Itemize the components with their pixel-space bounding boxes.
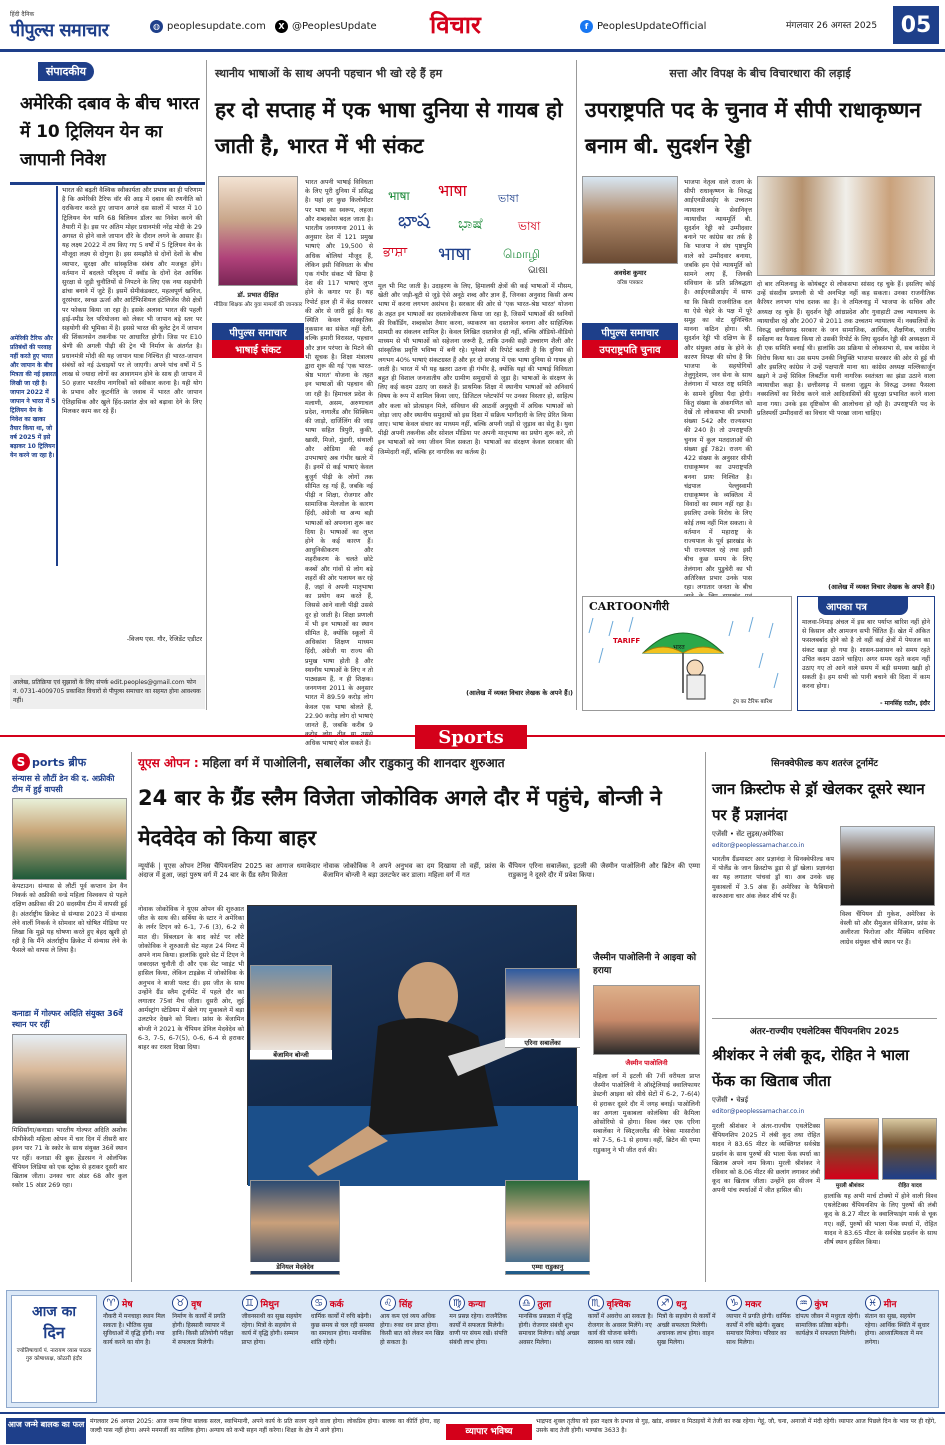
born-text: मंगलवार 26 अगस्त 2025: आज जन्म लिया बालक सरल, स्वाभिमानी, अपने कार्य के प्रति सजग रहने वाला होगा। लोकप्रिय होगा। बालक का कीर्ति होगा, वह जल्दी पास नहीं होगा। अपने मनमर्जी का मालिक होगा। अन्याय को कभी सहन नहीं करेगा। शिक्षा के क्षेत्र में आगे होगा। <box>90 1418 440 1434</box>
usopen-col3: चैंपियन एरिना सबालेंका, इटली की जैस्मीन पाओलिनी और ब्रिटेन की एम्मा राडुकानु ने दूसरे दौर में प्रवेश किया। <box>508 862 700 880</box>
rashi-2 <box>172 1295 237 1405</box>
rashi-title <box>519 1295 584 1311</box>
vp-author-name: अवधेश कुमार <box>613 269 647 277</box>
athletics-kicker: अंतर-राज्यीय एथलेटिक्स चैंपियनशिप 2025 <box>749 1027 900 1037</box>
shreeshankar-photo <box>824 1118 879 1180</box>
rashi-text: धार्मिक कार्यों में रुचि बढ़ेगी। कुछ समय से चल रही समस्या का समाधान होगा। मानसिक शांति रहेगी। <box>310 1313 375 1346</box>
rashi-text: जीवनसाथी का सुख सहयोग रहेगा। मित्रों के सहयोग से कार्य में वृद्धि होगी। सम्मान प्राप्त होगा। <box>241 1313 302 1346</box>
zodiac-icon: ♉ <box>172 1295 188 1311</box>
wordcloud-word: ভাষা <box>518 219 541 233</box>
usopen-kicker <box>138 754 698 771</box>
rashi-title <box>242 1295 307 1311</box>
usopen-headline: 24 बार के ग्रैंड स्लैम विजेता जोकोविक अगले दौर में पहुंचे, बोन्जी ने मेदवेदेव को किया बाहर <box>138 786 662 850</box>
wordcloud-word: భాష <box>398 210 430 231</box>
column-rule <box>56 186 58 566</box>
rashi-10 <box>726 1295 791 1405</box>
zodiac-icon: ♓ <box>865 1295 881 1311</box>
vp-kicker: सत्ता और विपक्ष के बीच विचारधारा की लड़ाई <box>669 67 851 80</box>
rashi-3 <box>242 1295 307 1405</box>
horoscope-title-top: आज का <box>32 1304 76 1320</box>
cartoon-label-umbrella: भारत <box>673 644 685 651</box>
rashi-name: मीन <box>883 1299 897 1310</box>
rashi-title <box>449 1295 514 1311</box>
column-divider <box>131 752 132 1282</box>
vp-body-a: भाजपा नेतृत्व वाले राजग के सीपी राधाकृष्णन के विरुद्ध आईएनडीआईए के उच्चतम न्यायालय के सेवानिवृत्त न्यायाधीश न्यायमूर्ति बी. सुदर्शन रेड्डी को उम्मीदवार बनाने पर कांग्रेस का तर्क है कि भाजपा ने संघ पृष्ठभूमि वाले को उम्मीदवार बनाया, जबकि हम ऐसे न्यायमूर्ति को सामने लाए हैं, जिनकी संविधान के प्रति प्रतिबद्धता है। आईएनडीआईए में साफ था कि किसी राजनीतिक दल या ऐसे चेहरे के पक्ष में पूरे समूह का वोट सुनिश्चित मानना कठिन होगा। श्री. सुदर्शन रेड्डी भी दक्षिण के हैं और संयुक्त आंध्र के होने के कारण विपक्ष की सोच है कि भाजपा के सहयोगियों तेलुगुदेशम, जन सेना के साथ तेलंगाना में भारत राष्ट्र समिति के सामने दुविधा पैदा होगी। किंतु संख्या के अंकगणित को देखें तो लोकसभा की प्रभावी संख्या 542 और राज्यसभा की 240 है। तो उपराष्ट्रपति चुनाव में कुल मतदाताओं की संख्या हुई 782। राजग की 422 संख्या के अनुसार सीपी राधाकृष्णन का उपराष्ट्रपति बनना प्रायः निश्चित है। चंद्रपाल पेल्लुस्वामी राधाकृष्णन के व्यक्तित्व में विवादों का स्थान नहीं रहा है। इसलिए उनके विरोध के लिए कोई तथ्य नहीं मिल सकता। वे वर्तमान में महाराष्ट्र के राज्यपाल के पूर्व झारखंड के भी राज्यपाल रहे तथा इसी बीच कुछ समय के लिए तेलंगाना और पुडुचेरी का भी अतिरिक्त प्रभार उनके पास रहा। लगातार जनता के बीच <box>684 179 752 591</box>
x-icon: X <box>275 20 288 33</box>
shreeshankar-label: मुरली श्रीशंकर <box>835 1183 865 1189</box>
divider <box>712 1018 937 1019</box>
zodiac-icon: ♋ <box>311 1295 327 1311</box>
lang-headline: हर दो सप्ताह में एक भाषा दुनिया से गायब हो जाती है, भारत में भी संकट <box>215 98 563 158</box>
footer <box>0 1412 945 1445</box>
bonzi-label: बेंजामिन बोन्जी <box>250 1050 332 1059</box>
editorial-tag: संपादकीय <box>38 62 94 81</box>
cartoon-caption: ट्रंप का टैरिफ बारिश <box>733 699 773 705</box>
zodiac-icon: ♒ <box>796 1295 812 1311</box>
logo-text: पीपुल्स समाचार <box>10 20 109 41</box>
vp-body-a-cont <box>582 362 752 592</box>
rashi-12 <box>865 1295 930 1405</box>
paolini-photo <box>593 985 700 1055</box>
brief2-headline: कनाडा में गोल्फर अदिति संयुक्त 36वें स्थान पर रहीं <box>12 1009 123 1029</box>
rashi-text: मित्रों के सहयोग से कार्यों में अच्छी सफलता मिलेगी। अचानक लाभ होगा। वाहन सुख मिलेगा। <box>657 1313 716 1346</box>
author-photo-awadhesh <box>582 176 678 264</box>
cartoon-box <box>582 596 792 711</box>
vp-headline: उपराष्ट्रपति पद के चुनाव में सीपी राधाकृष्णन बनाम बी. सुदर्शन रेड्डी <box>585 98 921 158</box>
horoscope-title-bottom: दिन <box>43 1323 65 1342</box>
rashi-title <box>726 1295 791 1311</box>
vp-brand: पीपुल्स समाचार <box>582 323 678 341</box>
lang-body-b: मूल भी मिट जाती है। उदाहरण के लिए, हिमालयी क्षेत्रों की कई भाषाओं में मौसम, खेती और जड़ी-बूटी से जुड़े ऐसे अनूठे शब्द और ज्ञान हैं, जिनका अनुवाद किसी अन्य भाषा में करना लगभग असंभव है। सरकार की ओर से 'एक भारत-श्रेष्ठ भारत' योजना के तहत इन भाषाओं का दस्तावेजीकरण किया जा रहा है, जिसमें भाषाओं की ध्वनियों की रिकॉर्डिंग, शब्दकोश तैयार करना, व्याकरण का दस्तावेज बनाना और साहित्यिक सामग्री का संकलन शामिल है। केवल लिखित दस्तावेज ही नहीं, बल्कि ऑडियो-वीडियो माध्यम से भी भाषाओं को सहेजना जरूरी है, ताकि उनकी सही उच्चारण शैली और सांस्कृतिक प्रवृत्ति भविष्य में बनी रहे। यूनेस्को की रिपोर्ट बताती है कि दुनिया की लगभग 40% भाषाएं संकटग्रस्त हैं और हर दो सप्ताह में एक भाषा दुनिया से गायब हो जाती है। भारत में भी यह खतरा उतना ही गंभीर है, क्योंकि यहां की भाषाई विविधता बहुत ही विशाल जनजातीय और ग्रामीण समुदायों से जुड़ा है। भाषाओं के संरक्षण के लिए कई कदम उठाए जा सकते हैं। प्राथमिक शिक्षा में स्थानीय भाषाओं को अनिवार्य विषय के रूप में शामिल किया जाए, डिजिटल प्लेटफॉर्म पर उनका विस्तार हो, साहित्य और कला को प्रोत्साहन मिले, संविधान की आठवीं अनुसूची में अधिक भाषाओं को जोड़ा जाए और स्थानीय समुदायों को इस दिशा में सक्रिय भागीदारी के लिए प्रेरित किया जाए। भाषा केवल संचार का माध्यम नहीं, बल्कि अपनी जड़ों से जुड़ाव का सेतु है। युवा पीढ़ी अपनी तकनीक और सोशल मीडिया पर अपनी मातृभाषा का प्रयोग शुरू करे, तो इन भाषाओं को नया जीवन मिल सकता है। भाषाओं का संरक्षण केवल सरकार की जिम्मेदारी नहीं, बल्कि हर नागरिक का कर्तव्य है। <box>378 283 573 456</box>
zodiac-icon: ♏ <box>588 1295 604 1311</box>
zodiac-icon: ♈ <box>103 1295 119 1311</box>
wordcloud-word: भाषा <box>438 244 471 265</box>
trade-label: व्यापार भविष्य <box>446 1424 532 1440</box>
rashi-name: सिंह <box>399 1299 413 1310</box>
column-divider <box>206 60 207 710</box>
raducanu-label: एम्मा राडुकानु <box>505 1262 590 1271</box>
rashi-name: मिथुन <box>260 1299 279 1310</box>
rashi-name: मेष <box>122 1299 133 1310</box>
zodiac-icon: ♊ <box>242 1295 258 1311</box>
rashi-name: वृश्चिक <box>606 1299 631 1310</box>
sports-brief-tag: ports ब्रीफ <box>32 755 87 769</box>
letters-signature: - मानसिंह राठौर, इंदौर <box>880 700 930 707</box>
athletics-byline: एजेंसी • चेन्नई <box>712 1096 749 1104</box>
vp-author-role: वरिष्ठ पत्रकार <box>617 280 643 286</box>
usopen-intro: न्यूयॉर्क | यूएस ओपन टेनिस चैंपियनशिप 2025 का आगाज धमाकेदार अंदाज में हुआ, जहां पुरुष वर्ग में 24 बार के ग्रैंड स्लैम विजेता <box>138 862 320 880</box>
editorial-body: भारत की बढ़ती वैश्विक स्वीकार्यता और प्रभाव का ही परिणाम है कि अमेरिकी टैरिफ वॉर की आड़ में दबाव की रणनीति को दरकिनार करते हुए जापान अगले दस सालों में भारत में 10 ट्रिलियन येन यानि 68 बिलियन डॉलर का निवेश करने की तैयारी में है। इस पर अंतिम मोहर प्रधानमंत्री नरेंद्र मोदी के 29 अगस्त से होने वाले जापान दौरे के दौरान लगने के आसार हैं। यह लक्ष्य 2022 में तय किए गए 5 वर्षों में 5 ट्रिलियन येन के मौजूदा लक्ष्य से दोगुना है। इस समझौते से दोनों देशों के बीच व्यापार, सुरक्षा और सांस्कृतिक संबंध और मजबूत होंगे। वर्तमान में बदलते परिदृश्य में क्वॉड के दोनों देश आर्थिक सुरक्षा से जुड़ी चुनौतियों से निपटने के लिए एक नया सहयोगी ढांचा बनाने में जुटे हैं। इसमें सेमीकंडक्टर, महत्वपूर्ण खनिज, दूरसंचार, स्वच्छ ऊर्जा और आर्टिफिशियल इंटेलिजेंस जैसे क्षेत्रों पर फोकस किया जा रहा है। इसके अलावा भारत की पहली हाई-स्पीड रेल परियोजना को लेकर भी जापान बड़े स्तर पर सहयोगी की भूमिका में है। इससे भारत की बुलेट ट्रेन में जापान की शिंकानसेन तकनीक पर आधारित होगी। जिस पर E10 श्रेणी की अगली पीढ़ी की ट्रेन भी निर्माण के अंतर्गत है। प्रधानमंत्री मोदी की यह जापान यात्रा निश्चित ही भारत-जापान संबंधों को नई ऊंचाइयों पर ले जाएगी। अपने पांच वर्षों में 5 लाख से ज्यादा लोगों का आवागमन होने के साथ ही जापान में 50 हजार भारतीय नागरिकों को स्वीकार करना है। यही योग के प्रभाव और कूटनीति के जवाब में भारत और जापान ऐतिहासिक और खुले हिंद-प्रशांत क्षेत्र को बढ़ावा देने के लिए मिलकर काम कर रहे हैं। <box>62 187 202 415</box>
editorial-signature: -विजय एस. गौर, रेजिडेंट एडीटर <box>126 635 202 643</box>
rashi-5 <box>380 1295 445 1405</box>
masthead <box>0 0 945 52</box>
zodiac-icon: ♎ <box>519 1295 535 1311</box>
twitter-link[interactable] <box>275 20 377 33</box>
wordcloud-word: ଭାଷା <box>528 265 548 276</box>
lang-brand: पीपुल्स समाचार <box>212 323 304 341</box>
vp-body-b: दो बार तमिलनाडु के कोयंबटूर से लोकसभा सांसद रह चुके हैं। इसलिए कोई उन्हें संसदीय प्रणाली से भी अनभिज्ञ नहीं कह सकता। उनका राजनीतिक कैरियर लगभग पांच दशक का है। वे तमिलनाडु में भाजपा के सचिव और अध्यक्ष रह चुके हैं। सुदर्शन रेड्डी आंध्रप्रदेश और गुवाहाटी उच्च न्यायालय के न्यायाधीश रहे और 2007 से 2011 तक उच्चतम न्यायालय में। नक्सलियों के विरुद्ध छत्तीसगढ़ सरकार के जन सामाजिक, आर्थिक, शैक्षणिक, जातीय सर्वेक्षण का फैसला किया तो उसकी रिपोर्ट के लिए सुदर्शन रेड्डी की अध्यक्षता में ही एक समिति बनाई थी। हालांकि उस प्रक्रिया से लोकसभा से, सब कांग्रेस ने विरोध किया था। उस समय उनकी नियुक्ति भाजपा सरकार की ओर से हुई थी और इसलिए कांग्रेस ने उन्हें पक्षपाती माना था। कांग्रेस अध्यक्ष मल्लिकार्जुन खड़गे ने उन्हें सिविल लिबर्टीज यानी नागरिक स्वतंत्रता का झंडा उठाने वाला न्यायाधीश कहा है। छत्तीसगढ़ में सलवा जुडूम के विरुद्ध उनका फैसला नक्सलियों का विरोध करने वाले आदिवासियों की सुरक्षा प्रभावित करने वाला माना गया। उनके इस दृष्टिकोण की आलोचना हो रही है। उपराष्ट्रपति पद के प्रतिस्पर्धी उम्मीदवारों का विचार भी परखा जाना चाहिए। <box>757 281 935 417</box>
cartoon-illustration <box>583 613 791 710</box>
rashi-title <box>865 1295 930 1311</box>
rashi-name: धनु <box>676 1299 687 1310</box>
sports-banner: Sports <box>415 725 527 749</box>
cartoon-title: CARTOONगीरी <box>589 600 670 613</box>
sabalenka-photo <box>505 968 580 1048</box>
editorial-pullquote: अमेरिकी टैरिफ और प्रतिबंधों की परवाह नहीं करते हुए भारत और जापान के बीच मित्रता की नई इबारत लिखी जा रही है। जापान 2022 में जापान ने भारत में 5 ट्रिलियन येन के निवेश का खाका तैयार किया था, जो वर्ष 2025 में इसे बढ़ाकर 10 ट्रिलियन येन करने जा रहा है। <box>10 335 56 459</box>
raducanu-photo <box>505 1180 590 1275</box>
globe-icon: ◍ <box>150 20 163 33</box>
rashi-text: मानसिक प्रसन्नता में वृद्धि होगी। रोजगार संबंधी शुभ समाचार मिलेगा। कोई अच्छा अवसर मिलेगा। <box>518 1313 580 1346</box>
logo[interactable] <box>10 10 108 42</box>
zodiac-icon: ♐ <box>657 1295 673 1311</box>
athletics-body2: हालांकि यह अभी मार्च टोक्यो में होने वाली विश्व एथलेटिक्स चैंपियनशिप के लिए पुरुषों की लंबी कूद के 8.27 मीटर के क्वालिफाइंग मार्क से चूक गए। वहीं, पुरुषों की भाला फेंक स्पर्धा में, रोहित यादव ने 83.65 मीटर के सर्वश्रेष्ठ प्रदर्शन के साथ शीर्ष स्थान हासिल किया। <box>824 1193 937 1247</box>
wordcloud-word: ಭಾಷೆ <box>458 216 483 232</box>
letters-body: मालवा-निमाड़ अंचल में इस बार पर्याप्त बारिश नहीं होने से किसान और आमजन सभी चिंतित हैं। खेत में अंकित फसलबर्बाद होने को है तो वहीं कई क्षेत्रों में पेयजल का संकट खड़ा हो गया है। शासन-प्रशासन को समय रहते उचित कदम उठाने चाहिए। अगर समय रहते कदम नहीं उठाए गए तो आने वाले समय में बड़ी समस्या खड़ी हो सकती है। हम सभी को पानी बचाने की दिशा में काम करना होगा। <box>802 619 930 691</box>
column-divider <box>705 752 706 1282</box>
usopen-kicker-text: महिला वर्ग में पाओलिनी, सबालेंका और राडुकानु की शानदार शुरुआत <box>202 756 505 770</box>
paolini-body: महिला वर्ग में इटली की 7वीं वरीयता प्राप्त जैस्मीन पाओलिनी ने ऑस्ट्रेलियाई क्वालिफायर डेस्टनी आइवा को सीधे सेटों में 6-2, 7-6(4) से हराकर दूसरे दौर में जगह बनाई। पाओलिनी का अगला मुकाबला कोलंबिया की कैमिला ओसोरियो से होगा। विश्व नंबर एक एरिना सबालेंका ने स्विट्जरलैंड की रेबेका मासारोवा को 7-5, 6-1 से हराया। वहीं, ब्रिटेन की एम्मा राडुकानु ने भी जीत दर्ज की। <box>593 1073 700 1154</box>
letters-box <box>797 596 935 711</box>
sports-s-icon: S <box>12 753 30 771</box>
rashi-title <box>380 1295 445 1311</box>
usopen-kicker-label: यूएस ओपन : <box>138 756 199 770</box>
wordcloud-word: ਭਾਸ਼ਾ <box>383 245 408 260</box>
rashi-text: निर्माण के कार्यों में प्रगति होगी। हिस्सारी व्यापार में हानि। किसी प्रतियोगी परीक्षा में सफलता मिलेगी। <box>172 1313 234 1346</box>
rashi-text: संतान का सुख, सहयोग रहेगा। आर्थिक स्थिति में सुधार होगा। आध्यात्मिकता में मन लगेगा। <box>864 1313 930 1346</box>
brief2-body: मिसिसॉगा/कनाडा। भारतीय गोल्फर अदिति अशोक सीपीकेसी महिला ओपन में चार दिन में तीसरी बार इवन पार 71 के स्कोर के साथ संयुक्त 36वें स्थान पर रहीं। कनाडा की ब्रुक हेंडरसन ने ओलंपिक चैंपियन लिडिया को एक स्ट्रोक से हराकर दूसरी बार खिताब जीता। उनका चार अंडर 68 और कुल स्कोर 15 अंडर 269 रहा। <box>12 1127 127 1190</box>
zodiac-icon: ♑ <box>726 1295 742 1311</box>
usopen-col2: नोवाक जोकोविक ने अपने अनुभव का दम दिखाया तो वहीं, फ्रांस के बेंजामिन बोन्जी ने बड़ा उलटफेर कर डाला। महिला वर्ग में गत <box>323 862 505 880</box>
born-label: आज जन्मे बालक का फल <box>6 1418 86 1444</box>
rashi-1 <box>103 1295 168 1405</box>
rashi-name: वृष <box>191 1299 202 1310</box>
rashi-9 <box>657 1295 722 1405</box>
letters-title: आपका पत्र <box>818 597 908 615</box>
rashi-11 <box>796 1295 861 1405</box>
rashi-title <box>588 1295 653 1311</box>
lang-author-name: डॉ. प्रभात दीक्षित <box>237 291 279 299</box>
logo-tagline: हिंदी दैनिक <box>10 11 35 18</box>
facebook-handle: PeoplesUpdateOfficial <box>597 21 707 32</box>
rashi-name: तुला <box>537 1299 552 1310</box>
facebook-link[interactable] <box>580 20 706 33</box>
editorial-headline: अमेरिकी दबाव के बीच भारत में 10 ट्रिलियन येन का जापानी निवेश <box>20 94 200 170</box>
rashi-title <box>172 1295 237 1311</box>
rashi-name: कन्या <box>468 1299 486 1310</box>
website-text: peoplesupdate.com <box>167 21 266 32</box>
athletics-headline: श्रीशंकर ने लंबी कूद, रोहित ने भाला फेंक का खिताब जीता <box>712 1046 910 1090</box>
lang-kicker: स्थानीय भाषाओं के साथ अपनी पहचान भी खो रहे हैं हम <box>215 67 443 80</box>
rashi-title <box>103 1295 168 1311</box>
wordcloud-word: ভাষা <box>498 192 519 205</box>
lang-badge: भाषाई संकट <box>212 340 304 358</box>
lang-body-a: भारत अपनी भाषाई विविधता के लिए पूरी दुनिया में प्रसिद्ध है। यहां हर कुछ किलोमीटर पर भाषा का स्वरूप, लहजा और शब्दकोश बदल जाता है। भारतीय जनगणना 2011 के अनुसार देश में 121 प्रमुख भाषाएं और 19,500 से अधिक बोलियां मौजूद हैं, लेकिन इसी विविधता के बीच एक गंभीर संकट भी छिपा है देश की 117 भाषाएं लुप्त होने के कगार पर हैं। यह रिपोर्ट हाल ही में केंद्र सरकार की ओर से जारी हुई है। यह स्थिति केवल सांस्कृतिक नुकसान का संकेत नहीं देती, बल्कि हमारी विरासत, पहचान और ज्ञान परंपरा के मिटने की भी सूचक है। शिक्षा मंत्रालय द्वारा शुरू की गई 'एक भारत-श्रेष्ठ भारत' योजना के तहत इन भाषाओं की पहचान की जा रही है। हिमाचल प्रदेश के मलाणी, असम, अरुणाचल प्रदेश, नागालैंड और सिक्किम की जाड़ो, दार्जिलिंग की जाड़ भाषा सहित त्रिपुरी, कुकी, खासी, मिजो, मुंडारी, संथाली और ओडिया की कई उपभाषाएं अब गंभीर खतरे में हैं। इनमें से कई भाषाएं केवल बुजुर्ग पीढ़ी के लोगों तक सीमित रह गई हैं, जबकि नई पीढ़ी न शिक्षा, रोजगार और सामाजिक मेलजोल के कारण हिंदी, अंग्रेजी या अन्य बड़ी भाषाओं को अपनाना शुरू कर दिया है। भाषाओं का लुप्त होने के कई कारण हैं। आधुनिकीकरण और शहरीकरण के चलते छोटे कस्बों और गांवों से लोग बड़े शहरों की ओर पलायन कर रहे हैं, जहां वे अपनी मातृभाषा का प्रयोग कम करते हैं, जिससे आने वाली पीढ़ी उससे दूर हो जाती है। शिक्षा प्रणाली में भी इन भाषाओं का स्थान सीमित है, क्योंकि स्कूलों में अधिकांश शिक्षण माध्यम हिंदी, अंग्रेजी या राज्य की प्रमुख भाषा होती है और स्थानीय भाषाओं के लिए न तो पाठ्यक्रम हैं, न ही शिक्षक। जनगणना 2011 के अनुसार भारत में 89.59 करोड़ लोग केवल एक भाषा बोलते हैं, 22.90 करोड़ लोग दो भाषाएं जानते हैं, जबकि करीब 9 अधिक भाषाएं बोल सकते हैं। <box>305 179 373 748</box>
chess-email: editor@peoplessamachar.co.in <box>712 842 805 849</box>
sabalenka-label: एरिना सबालेंका <box>505 1038 580 1047</box>
wordcloud-word: மொழி <box>503 247 541 261</box>
rashi-text: दांपत्य जीवन में मधुरता रहेगी। सामाजिक प्रतिष्ठा बढ़ेगी। कार्यक्षेत्र में सफलता मिलेगी। <box>795 1313 861 1337</box>
chess-body: भारतीय ग्रैंडमास्टर आर प्रज्ञानंदा ने सिनक्वेफील्ड कप में पोलैंड के जान क्रिस्टोफ डूडा से ड्रॉ खेला। प्रज्ञानंदा का यह लगातार पांचवां ड्रॉ था। अब उनके छह मुकाबलों में 3.5 अंक हैं। अमेरिका के फैबियानो कारुआना चार अंक लेकर शीर्ष पर हैं। <box>712 856 834 900</box>
rashi-title <box>657 1295 722 1311</box>
horoscope-astrologer: ज्योतिषाचार्य पं. नारायण व्यास पाठक गुरु कोषाध्यक्ष, कोठारी इंदौर <box>16 1348 92 1362</box>
section-title: विचार <box>430 11 481 39</box>
issue-date: मंगलवार 26 अगस्त 2025 <box>786 21 878 31</box>
lang-footer: (आलेख में व्यक्त विचार लेखक के अपने हैं।) <box>466 689 573 697</box>
rashi-text: मन प्रसन्न रहेगा। राजनैतिक कार्यों में सफलता मिलेगी। वाणी पर संयम रखें। संपत्ति संबंधी लाभ होगा। <box>449 1313 508 1346</box>
trade-text: भाद्रपद शुक्ल तृतीया को हस्त नक्षत्र के प्रभाव से गुड़, खांड, शक्कर व मिठाइयों में तेजी का रुख रहेगा। गेहूं, जौ, चना, अनाजों में मंदी रहेगी। व्यापार आज पिछले दिन के भाव पर ही रहेंगे, उसके बाद तेजी होगी। भाग्यांक 3633 है। <box>536 1418 936 1434</box>
chess-headline: जान क्रिस्टोफ से ड्रॉ खेलकर दूसरे स्थान पर हैं प्रज्ञानंदा <box>712 780 925 824</box>
sports-brief-header <box>12 752 127 772</box>
horoscope-title-box <box>11 1295 97 1403</box>
rashi-text: नौकरी में मनचाहा स्थान मिल सकता है। भौतिक सुख सुविधाओं में वृद्धि होगी। नया कार्य करने का योग है। <box>103 1313 165 1346</box>
brief1-body: केपटाउन। संन्यास से लौटीं पूर्व कप्तान डेन वैन निकर्क को अफ्रीकी वन्डे महिला विश्वकप से पहले दक्षिण अफ्रीका की 20 सदस्यीय टीम में वापसी हुई है। अंतर्राष्ट्रीय क्रिकेट से संन्यास 2023 में संन्यास लेने वालीं निकर्क ने सोमवार को घोषित मीडिया पर लिखा कि मुझे यह घोषणा करते हुए बेहद खुशी हो रही है कि मैंने अंतर्राष्ट्रीय क्रिकेट में संन्यास लेने के फैसले को वापस ले लिया है। <box>12 883 127 955</box>
page-number: 05 <box>893 6 939 44</box>
vp-badge: उपराष्ट्रपति चुनाव <box>582 340 678 358</box>
column-divider <box>576 60 577 710</box>
brief1-headline: संन्यास से लौटीं डेन की द. अफ्रीकी टीम में हुई वापसी <box>12 774 115 794</box>
usopen-body: नोवाक जोकोविक ने यूएस ओपन की शुरुआत जीत के साथ की। सर्बिया के स्टार ने अमेरिका के लर्नर टिएन को 6-1, 7-6 (3), 6-2 से मात दी। विंबलडन के बाद कोर्ट पर लौटे जोकोविक ने शुरुआती सेट महज 24 मिनट में अपने नाम किया। हालांकि दूसरे सेट में टिएन ने जबरदस्त चुनौती दी और एक सेट प्वाइंट भी हासिल किया, लेकिन टाइब्रेक में जोकोविक के अनुभव ने बाजी पलट दी। इस जीत के साथ उन्होंने ग्रैंड स्लैम टूर्नामेंट में पहले दौर का लगातार 75वां मैच जीता। दूसरी ओर, लुई आर्मस्ट्रांग स्टेडियम में खेले गए मुकाबले में बड़ा उलटफेर देखने को मिला। फ्रांस के बेंजामिन बोन्जी ने 2021 के चैंपियन डेनिल मेदवेदेव को 6-3, 7-5, 6-7(5), 0-6, 6-4 से हराकर बाहर का रास्ता दिखा दिया। <box>138 906 244 1052</box>
rashi-text: कार्यों में अवरोध आ सकता है। रोजगार के अवसर मिलेंगे। नए कार्य की योजना बनेगी। स्वास्थ्य का ध्यान रखें। <box>587 1313 653 1346</box>
rashi-6 <box>449 1295 514 1405</box>
rohit-label: रोहित यादव <box>898 1183 922 1189</box>
aditi-ashok-photo <box>12 1034 127 1124</box>
lang-author-role: मीडिया शिक्षक और युवा मामलों की जानकार <box>213 302 303 308</box>
chess-byline: एजेंसी • सेंट लुइस/अमेरिका <box>712 830 784 838</box>
vp-footer: (आलेख में व्यक्त विचार लेखक के अपने हैं।) <box>828 583 935 591</box>
wordcloud-word: भाषा <box>388 189 410 203</box>
athletics-body: मुरली श्रीशंकर ने अंतर-राज्यीय एथलेटिक्स चैंपियनशिप 2025 में लंबी कूद तथा रोहित यादव ने 83.65 मीटर के व्यक्तिगत सर्वश्रेष्ठ प्रदर्शन के साथ पुरुषों की भाला फेंक स्पर्धा का खिताब अपने नाम किया। मुरली श्रीशंकर ने रविवार को 8.06 मीटर की छलांग लगाकर लंबी कूद का खिताब जीता। उन्होंने इस सीजन में अपनी पांच स्पर्धाओं में जीत हासिल की। <box>712 1123 820 1195</box>
cartoon-label-tariff: TARIFF <box>613 637 641 645</box>
editorial-footnote: आलेख, प्रतिक्रिया एवं सुझावों के लिए संपर्क edit.peoples@gmail.com फोन नं. 0731-4009705 प्रकाशित विचारों से पीपुल्स समाचार का सहमत होना आवश्यक नहीं। <box>10 675 205 709</box>
candidates-photo <box>757 176 935 276</box>
rashi-text: आय कम एवं व्यय अधिक होगा। रुका धन प्राप्त होगा। किसी बात को लेकर मन खिन्न हो सकता है। <box>380 1313 444 1346</box>
paolini-headline: जैस्मीन पाओलिनी ने आइवा को हराया <box>593 953 697 976</box>
chess-kicker: सिनक्वेफील्ड कप शतरंज टूर्नामेंट <box>771 759 878 769</box>
bonzi-photo <box>250 965 332 1060</box>
lang-body-a-cont <box>212 360 372 712</box>
language-wordcloud <box>378 178 573 278</box>
rashi-name: कुंभ <box>814 1299 828 1310</box>
rohit-yadav-photo <box>882 1118 937 1180</box>
dane-van-niekerk-photo <box>12 798 127 880</box>
rashi-name: कर्क <box>329 1299 344 1310</box>
author-photo-prabhat <box>218 176 298 286</box>
horoscope-panel <box>6 1290 939 1408</box>
chess-body2: विश्व चैंपियन डी गुकेश, अमेरिका के वेस्ली सो और सैमुअल सेविआन, फ्रांस के अलीरजा फिरोजा और मैक्सिम वाचियर लाग्रेव संयुक्त चौथे स्थान पर हैं। <box>840 911 935 946</box>
rashi-text: व्यापार में प्रगति होगी। धार्मिक कार्यों में रुचि बढ़ेगी। सुखद समाचार मिलेगा। परिवार का साथ मिलेगा। <box>726 1313 791 1346</box>
wordcloud-word: भाषा <box>438 181 467 200</box>
rashi-8 <box>588 1295 653 1405</box>
zodiac-icon: ♍ <box>449 1295 465 1311</box>
athletics-email: editor@peoplessamachar.co.in <box>712 1108 805 1115</box>
website-link[interactable] <box>150 20 266 33</box>
rashi-name: मकर <box>745 1299 762 1310</box>
divider <box>10 182 205 185</box>
rashi-title <box>796 1295 861 1311</box>
praggnanandhaa-photo <box>840 826 935 906</box>
medvedev-photo <box>250 1180 340 1275</box>
zodiac-icon: ♌ <box>380 1295 396 1311</box>
rashi-7 <box>519 1295 584 1405</box>
twitter-handle: @PeoplesUpdate <box>292 21 377 32</box>
medvedev-label: डेनियल मेदवेदेव <box>250 1262 340 1271</box>
facebook-icon: f <box>580 20 593 33</box>
paolini-label: जैस्मीन पाओलिनी <box>625 1059 668 1067</box>
rashi-4 <box>311 1295 376 1405</box>
rashi-title <box>311 1295 376 1311</box>
